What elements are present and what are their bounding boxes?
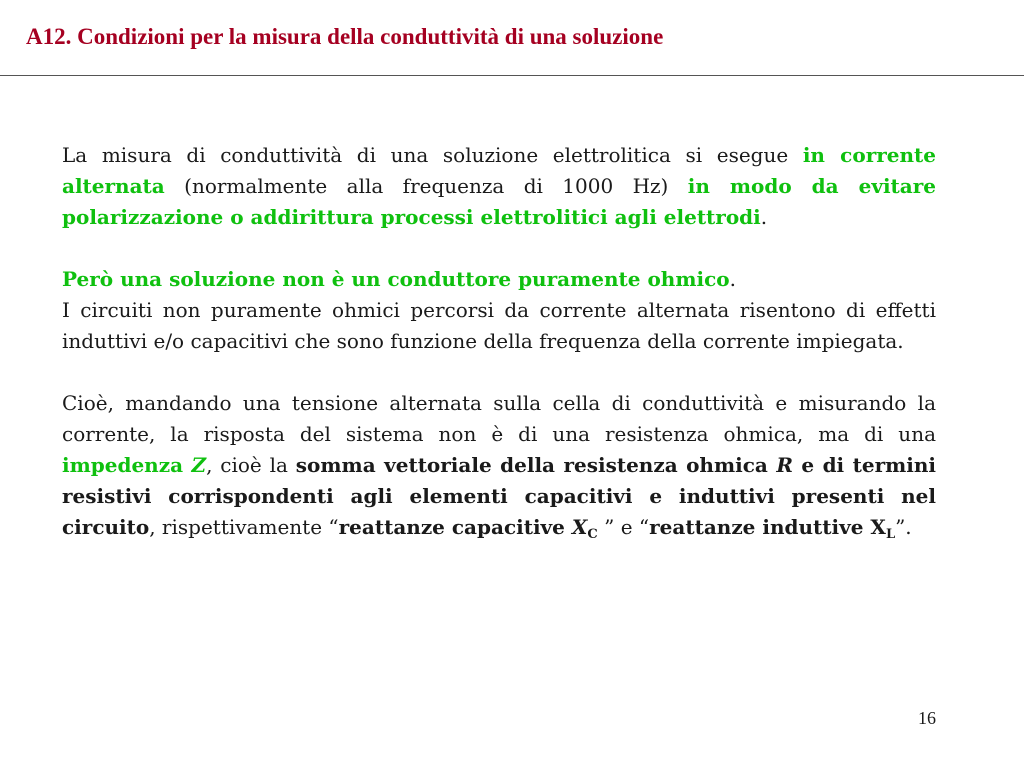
paragraph-non-ohmic [62,264,936,295]
slide-body [62,140,936,543]
highlight-avoid-polarization: in modo da evitare polarizzazione o addirittura processi elettrolitici agli elettrodi [62,174,936,229]
bold-reactive-terms: e di termini resistivi corrispondenti agli elementi capacitivi e induttivi presenti nel circuito [62,453,936,539]
text-run: , rispettivamente “ [149,515,339,539]
text-run: , cioè la [206,453,296,477]
highlight-impedance [62,453,206,477]
paragraph-impedance [62,388,936,543]
text-run: (normalmente alla frequenza di 1000 Hz) [164,174,688,198]
capacitive-reactance-symbol: X [571,515,588,539]
paragraph-circuits [62,295,936,357]
text-run: ” e “ [597,515,650,539]
resistance-symbol: R [776,453,793,477]
text-run: ”. [895,515,912,539]
capacitive-reactance-subscript: C [587,527,598,542]
bold-vector-sum: somma vettoriale della resistenza ohmica [295,453,777,477]
paragraph-ac-measurement [62,140,936,233]
impedance-symbol: Z [191,453,207,477]
title-divider [0,75,1024,76]
highlight-alternating-current: in corrente alternata [62,143,937,198]
text-run: Cioè, mandando una tensione alternata sulla cella di conduttività e misurando la corrente, la risposta del sistema non è di una resistenza ohmica, ma di una [62,391,936,446]
impedance-label: impedenza [62,453,192,477]
bold-capacitive-reactance: reattanze capacitive [338,515,572,539]
bold-inductive-reactance: reattanze induttive X [649,515,886,539]
paragraph-spacer [62,233,936,264]
text-run: . [729,267,736,291]
highlight-non-ohmic-conductor: Però una soluzione non è un conduttore puramente ohmico [62,267,730,291]
inductive-reactance-subscript: L [885,527,896,542]
text-run: I circuiti non puramente ohmici percorsi da corrente alternata risentono di effetti induttivi e/o capacitivi che sono funzione della frequenza della corrente impiegata. [62,298,936,353]
paragraph-spacer [62,357,936,388]
page-number: 16 [918,708,936,728]
text-run: . [760,205,768,229]
text-run: La misura di conduttività di una soluzione elettrolitica si esegue [62,143,803,167]
slide-title: A12. Condizioni per la misura della conduttività di una soluzione [26,24,664,49]
